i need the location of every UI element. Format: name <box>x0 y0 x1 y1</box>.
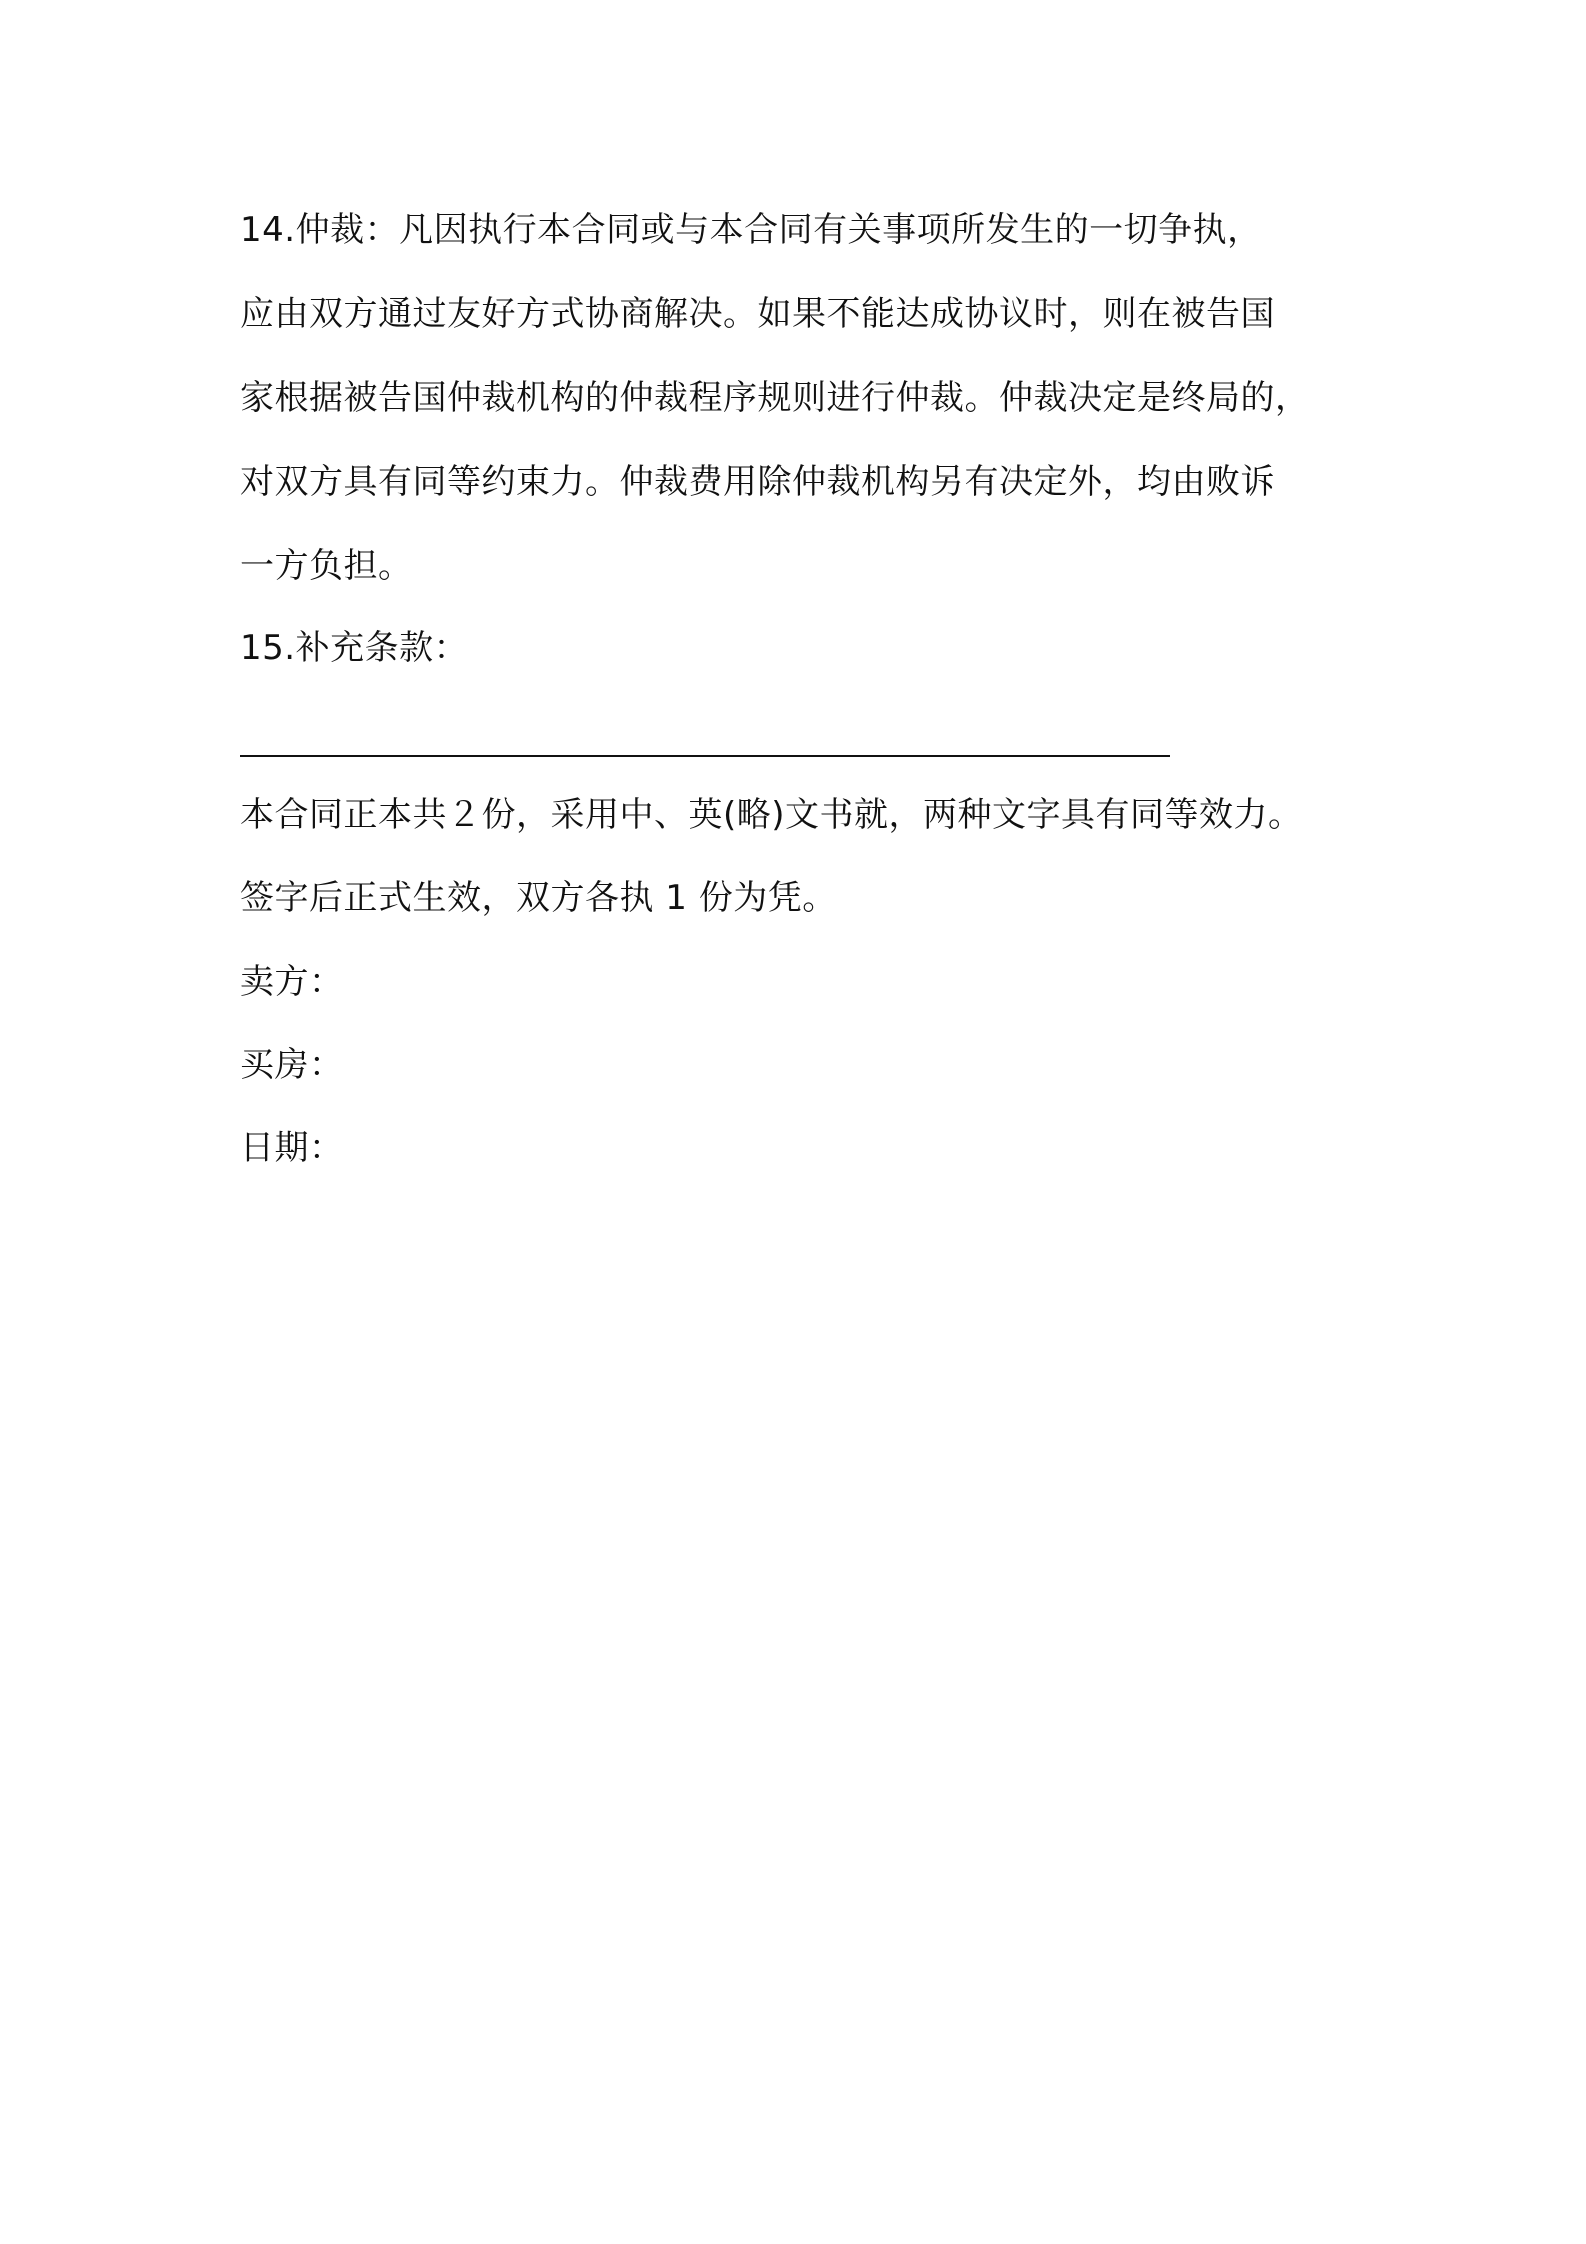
clause-14-line-4: 对双方具有同等约束力。仲裁费用除仲裁机构另有决定外，均由败诉 <box>240 462 1275 502</box>
blank-fill-line <box>240 755 1170 757</box>
closing-line-2: 签字后正式生效，双方各执 1 份为凭。 <box>240 878 837 918</box>
clause-14-line-5: 一方负担。 <box>240 546 413 586</box>
clause-15-heading: 15.补充条款： <box>240 628 469 668</box>
buyer-label: 买房： <box>240 1045 344 1085</box>
date-label: 日期： <box>240 1128 344 1168</box>
seller-label: 卖方： <box>240 962 344 1002</box>
clause-14-line-1: 14.仲裁：凡因执行本合同或与本合同有关事项所发生的一切争执， <box>240 210 1262 250</box>
clause-14-line-3: 家根据被告国仲裁机构的仲裁程序规则进行仲裁。仲裁决定是终局的， <box>240 378 1310 418</box>
closing-line-1: 本合同正本共２份，采用中、英(略)文书就，两种文字具有同等效力。 <box>240 795 1303 835</box>
clause-14-line-2: 应由双方通过友好方式协商解决。如果不能达成协议时，则在被告国 <box>240 294 1275 334</box>
